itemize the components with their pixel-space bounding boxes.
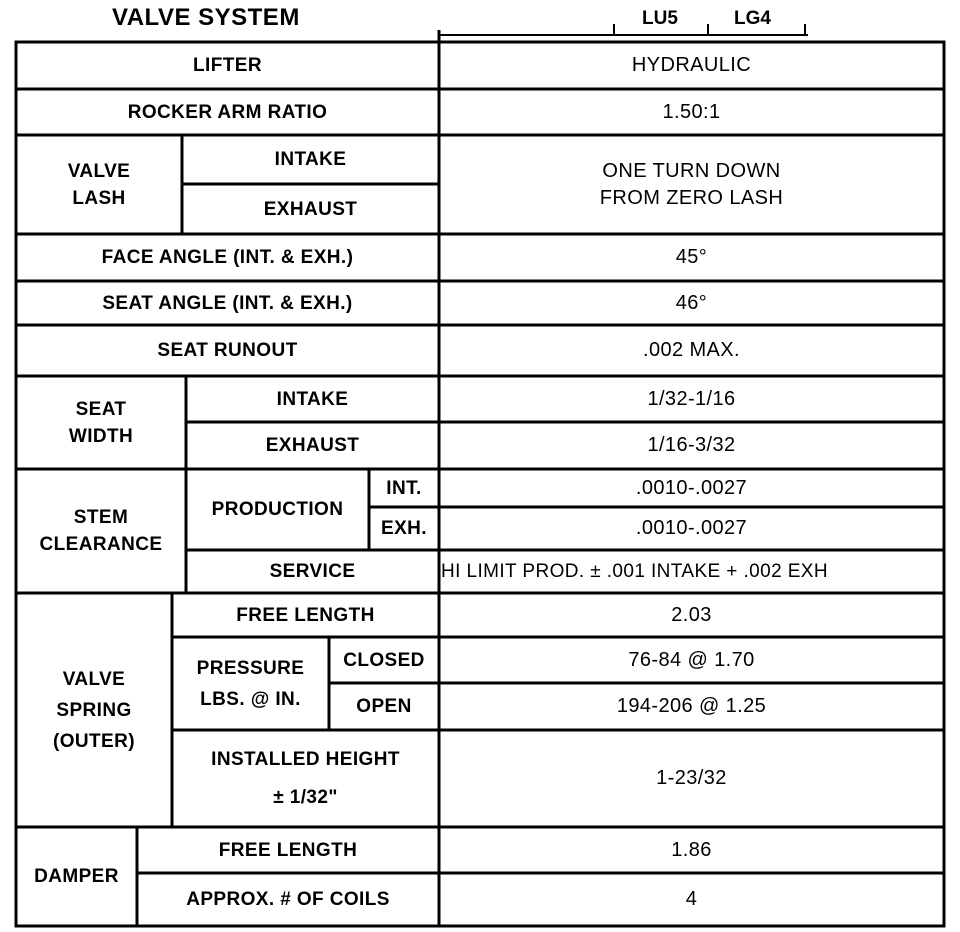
valve-spring-label-line1: VALVE xyxy=(62,668,126,690)
seat-width-exhaust-value: 1/16-3/32 xyxy=(647,434,736,456)
face-angle-value: 45° xyxy=(675,246,708,268)
valve-lash-intake: INTAKE xyxy=(274,149,347,170)
valve-spring-closed-value: 76-84 @ 1.70 xyxy=(628,648,755,671)
face-angle-label: FACE ANGLE (INT. & EXH.) xyxy=(101,247,354,268)
stem-clearance-int-value: .0010-.0027 xyxy=(635,476,748,499)
rocker-arm-ratio-value: 1.50:1 xyxy=(662,100,721,123)
valve-lash-label-line1: VALVE xyxy=(67,160,131,182)
rocker-arm-ratio-label: ROCKER ARM RATIO xyxy=(127,101,328,123)
stem-clearance-exh-value: .0010-.0027 xyxy=(635,517,748,539)
valve-spring-installed-line2: ± 1/32" xyxy=(273,786,338,808)
stem-clearance-service: SERVICE xyxy=(269,561,356,582)
stem-clearance-label-line1: STEM xyxy=(73,507,129,528)
valve-lash-label xyxy=(16,135,182,234)
damper-free-length: FREE LENGTH xyxy=(218,839,358,861)
valve-spring-closed: CLOSED xyxy=(343,649,425,671)
lifter-value: HYDRAULIC xyxy=(631,54,752,76)
damper-coils-value: 4 xyxy=(685,888,698,910)
seat-width-exhaust: EXHAUST xyxy=(265,435,360,456)
seat-angle-label: SEAT ANGLE (INT. & EXH.) xyxy=(102,292,353,314)
valve-spring-pressure-line1: PRESSURE xyxy=(196,657,305,679)
engine-lg4: LG4 xyxy=(734,8,771,29)
engine-lu5: LU5 xyxy=(642,8,678,29)
stem-clearance-service-value: HI LIMIT PROD. ± .001 INTAKE + .002 EXH xyxy=(441,561,828,582)
damper-label: DAMPER xyxy=(34,866,119,887)
seat-angle-value: 46° xyxy=(675,291,708,314)
seat-width-label-line1: SEAT xyxy=(75,398,127,420)
damper-coils: APPROX. # OF COILS xyxy=(186,889,390,910)
valve-spring-open: OPEN xyxy=(356,696,412,717)
valve-spring-label-line3: (OUTER) xyxy=(53,730,135,752)
stem-clearance-int: INT. xyxy=(386,477,422,499)
seat-runout-label: SEAT RUNOUT xyxy=(157,340,298,361)
valve-spring-open-value: 194-206 @ 1.25 xyxy=(616,695,767,717)
lifter-label: LIFTER xyxy=(193,55,262,76)
valve-spring-label-line2: SPRING xyxy=(56,699,132,721)
valve-spring-free-length-value: 2.03 xyxy=(671,603,712,626)
seat-width-intake: INTAKE xyxy=(276,388,349,410)
stem-clearance-label-line2: CLEARANCE xyxy=(39,534,163,555)
seat-width-intake-value: 1/32-1/16 xyxy=(647,387,736,410)
valve-spring-installed-value: 1-23/32 xyxy=(656,767,727,789)
table-title: VALVE SYSTEM xyxy=(112,4,300,31)
seat-width-label-line2: WIDTH xyxy=(68,425,134,447)
stem-clearance-exh: EXH. xyxy=(381,518,427,539)
valve-spring-free-length: FREE LENGTH xyxy=(236,604,375,626)
stem-clearance-production: PRODUCTION xyxy=(211,499,344,520)
valve-lash-value-line2: FROM ZERO LASH xyxy=(599,186,784,209)
valve-lash-label-line2: LASH xyxy=(72,187,126,209)
seat-runout-value: .002 MAX. xyxy=(643,339,740,361)
valve-spring-pressure xyxy=(172,637,329,730)
valve-lash-value-line1: ONE TURN DOWN xyxy=(602,159,781,182)
damper-free-length-value: 1.86 xyxy=(671,838,712,861)
valve-lash-exhaust: EXHAUST xyxy=(263,198,358,220)
valve-spring-installed-line1: INSTALLED HEIGHT xyxy=(211,748,400,770)
valve-spring-label xyxy=(16,593,172,827)
valve-spring-pressure-line2: LBS. @ IN. xyxy=(200,688,301,710)
valve-spring-installed-height xyxy=(172,730,439,827)
valve-lash-value xyxy=(439,135,944,234)
seat-width-label xyxy=(16,376,186,469)
stem-clearance-label xyxy=(16,469,186,593)
